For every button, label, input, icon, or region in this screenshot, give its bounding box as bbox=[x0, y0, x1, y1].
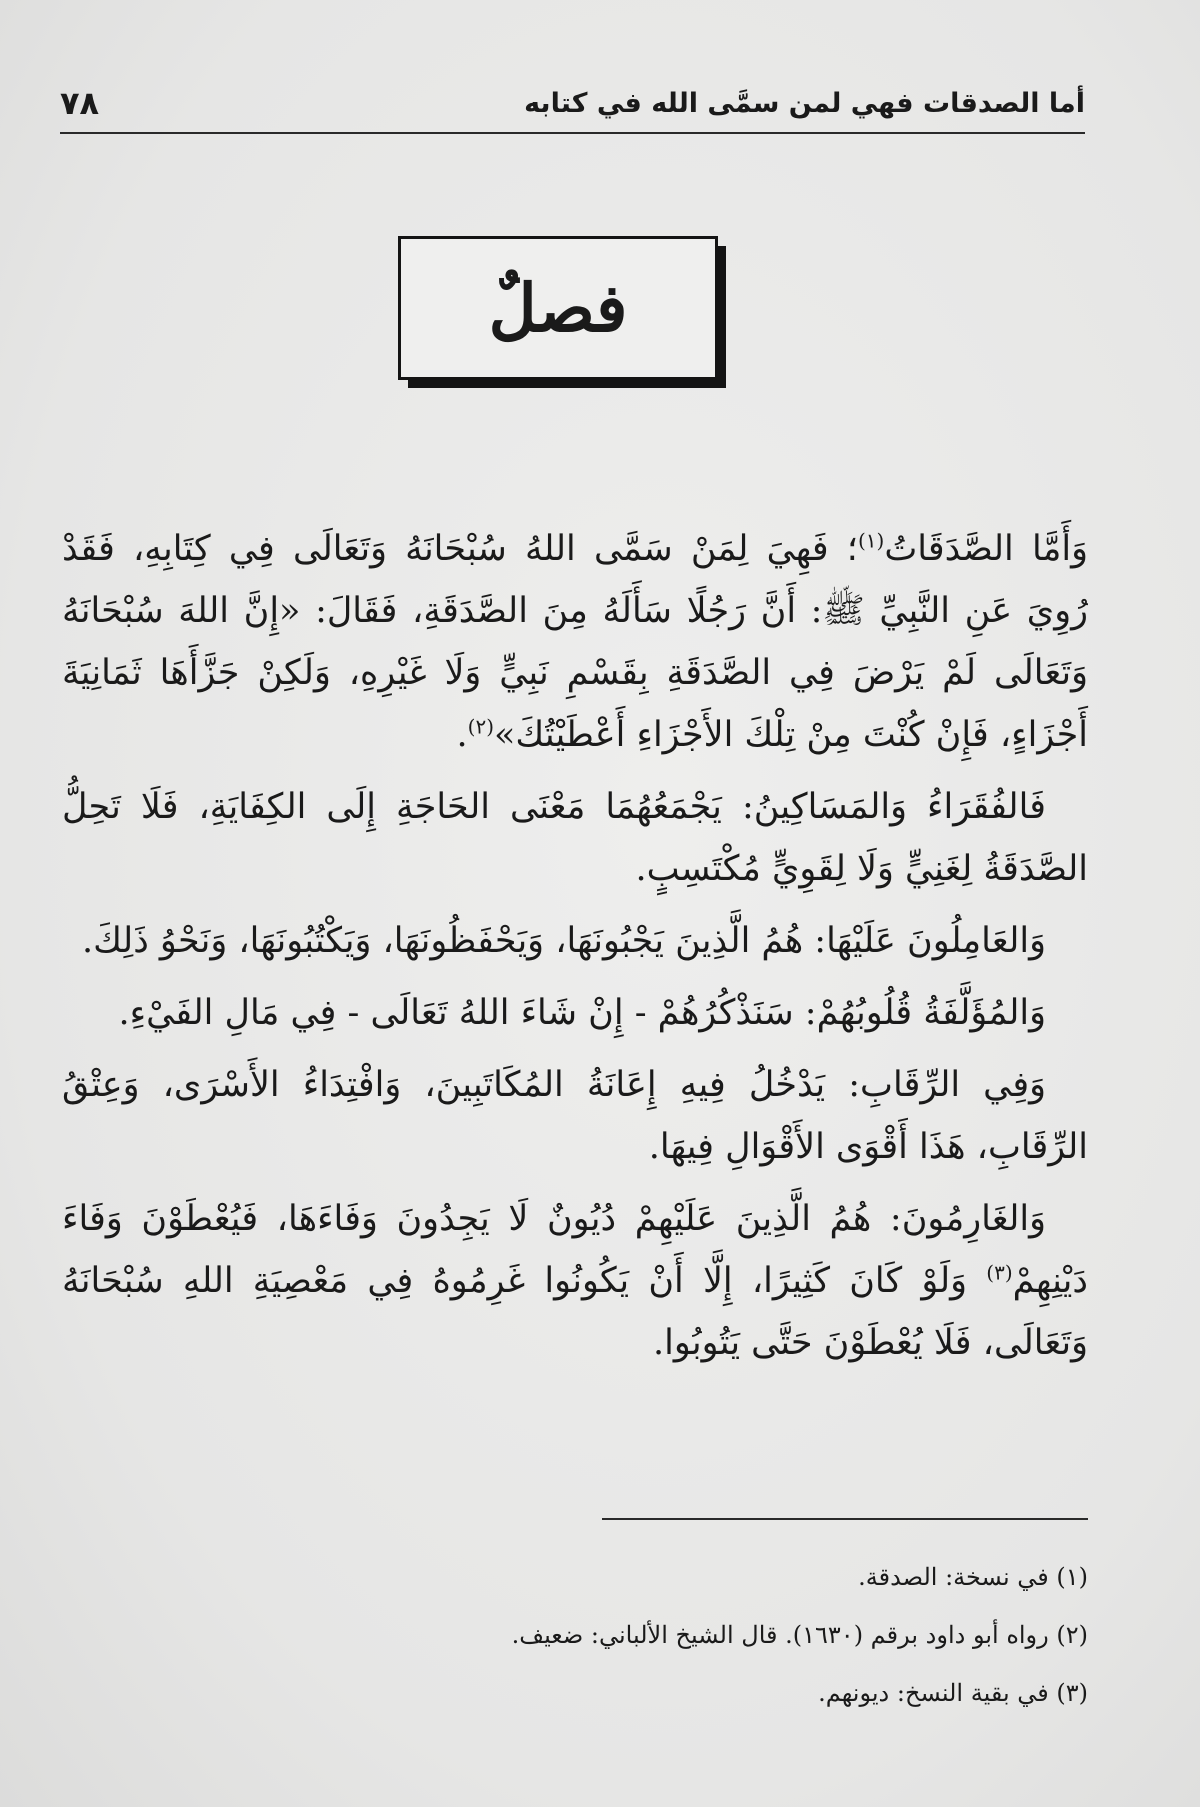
paragraph-sadaqat bbox=[62, 518, 1088, 766]
footnote-ref-2: (٢) bbox=[467, 714, 495, 739]
page-number: ٧٨ bbox=[60, 84, 100, 122]
header-rule bbox=[60, 132, 1085, 134]
paragraph-riqab: وَفِي الرِّقَابِ: يَدْخُلُ فِيهِ إِعَانَةُ المُكَاتَبِينَ، وَافْتِدَاءُ الأَسْرَى، وَعِتْقُ الرِّقَابِ، هَذَا أَقْوَى الأَقْوَالِ فِيهَا. bbox=[62, 1065, 1088, 1167]
footnotes bbox=[62, 1548, 1088, 1722]
title-box-frame bbox=[398, 236, 718, 380]
footnote-ref-3: (٣) bbox=[986, 1260, 1013, 1285]
running-title: أما الصدقات فهي لمن سمَّى الله في كتابه bbox=[524, 87, 1085, 119]
footnote-3: (٣) في بقية النسخ: ديونهم. bbox=[818, 1679, 1088, 1707]
paragraph-text: . bbox=[456, 715, 468, 755]
footnote-ref-1: (١) bbox=[857, 528, 885, 553]
footnote-rule bbox=[602, 1518, 1088, 1520]
paragraph-gharimun bbox=[62, 1188, 1088, 1374]
paragraph-text: ؛ فَهِيَ لِمَنْ سَمَّى اللهُ سُبْحَانَهُ وَتَعَالَى فِي كِتَابِهِ، فَقَدْ رُوِيَ عَنِ النَّبِيِّ ﷺ: أَنَّ رَجُلًا سَأَلَهُ مِنَ الصَّدَقَةِ، فَقَالَ: «إِنَّ اللهَ سُبْحَانَهُ وَتَعَالَى لَمْ يَرْضَ فِي الصَّدَقَةِ بِقَسْمِ نَبِيٍّ وَلَا غَيْرِهِ، وَلَكِنْ جَزَّأَهَا ثَمَانِيَةَ أَجْزَاءٍ، فَإِنْ كُنْتَ مِنْ تِلْكَ الأَجْزَاءِ أَعْطَيْتُكَ» bbox=[62, 529, 1088, 755]
section-title: فصلٌ bbox=[488, 269, 628, 347]
footnote-2: (٢) رواه أبو داود برقم (١٦٣٠). قال الشيخ الألباني: ضعيف. bbox=[511, 1621, 1088, 1649]
paragraph-muallafa: وَالمُؤَلَّفَةُ قُلُوبُهُمْ: سَنَذْكُرُهُمْ - إِنْ شَاءَ اللهُ تَعَالَى - فِي مَالِ الفَيْءِ. bbox=[118, 993, 1046, 1033]
paragraph-text: وَأَمَّا الصَّدَقَاتُ bbox=[884, 529, 1088, 569]
paragraph-text: وَلَوْ كَانَ كَثِيرًا، إِلَّا أَنْ يَكُونُوا غَرِمُوهُ فِي مَعْصِيَةِ اللهِ سُبْحَانَهُ وَتَعَالَى، فَلَا يُعْطَوْنَ حَتَّى يَتُوبُوا. bbox=[62, 1261, 1088, 1363]
body-text bbox=[62, 518, 1088, 1384]
page-header bbox=[60, 78, 1085, 128]
section-title-box bbox=[398, 236, 722, 386]
footnote-1: (١) في نسخة: الصدقة. bbox=[858, 1563, 1088, 1591]
paragraph-text: وَالغَارِمُونَ: هُمُ الَّذِينَ عَلَيْهِمْ دُيُونٌ لَا يَجِدُونَ وَفَاءَهَا، فَيُعْطَوْنَ وَفَاءَ دَيْنِهِمْ bbox=[62, 1199, 1088, 1301]
paragraph-fuqara: فَالفُقَرَاءُ وَالمَسَاكِينُ: يَجْمَعُهُمَا مَعْنَى الحَاجَةِ إِلَى الكِفَايَةِ، فَلَا تَحِلُّ الصَّدَقَةُ لِغَنِيٍّ وَلَا لِقَوِيٍّ مُكْتَسِبٍ. bbox=[62, 787, 1088, 889]
paragraph-amilun: وَالعَامِلُونَ عَلَيْهَا: هُمُ الَّذِينَ يَجْبُونَهَا، وَيَحْفَظُونَهَا، وَيَكْتُبُونَهَا، وَنَحْوُ ذَلِكَ. bbox=[81, 921, 1046, 961]
